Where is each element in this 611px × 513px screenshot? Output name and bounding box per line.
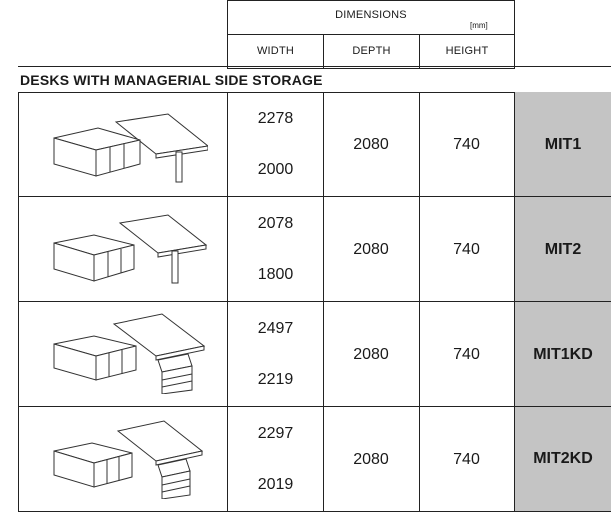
desk-with-storage-and-drawers-icon bbox=[48, 310, 208, 394]
column-header-width: WIDTH bbox=[227, 34, 324, 69]
desk-image-cell bbox=[18, 302, 228, 407]
table-row bbox=[18, 197, 611, 302]
model-code-cell: MIT2 bbox=[515, 197, 611, 302]
table-row bbox=[18, 407, 611, 512]
unit-label: [mm] bbox=[470, 21, 488, 30]
width-value-min: 2019 bbox=[257, 476, 294, 493]
height-cell: 740 bbox=[419, 407, 515, 512]
section-title: DESKS WITH MANAGERIAL SIDE STORAGE bbox=[20, 72, 323, 88]
height-cell: 740 bbox=[419, 302, 515, 407]
dimensions-label: DIMENSIONS bbox=[335, 9, 407, 21]
column-header-depth: DEPTH bbox=[323, 34, 420, 69]
height-cell: 740 bbox=[419, 197, 515, 302]
desk-with-side-storage-icon bbox=[48, 209, 208, 289]
model-code-cell: MIT2KD bbox=[515, 407, 611, 511]
depth-cell: 2080 bbox=[323, 302, 420, 407]
table-row bbox=[18, 302, 611, 407]
width-value-min: 1800 bbox=[257, 266, 294, 283]
model-code-cell: MIT1 bbox=[515, 92, 611, 197]
desk-image-cell bbox=[18, 197, 228, 302]
dimensions-header bbox=[227, 0, 515, 35]
width-value-max: 2297 bbox=[257, 425, 294, 442]
depth-cell: 2080 bbox=[323, 92, 420, 197]
width-value-min: 2219 bbox=[257, 371, 294, 388]
depth-cell: 2080 bbox=[323, 197, 420, 302]
model-code-cell: MIT1KD bbox=[515, 302, 611, 407]
width-value-max: 2078 bbox=[257, 215, 294, 232]
column-header-height: HEIGHT bbox=[419, 34, 515, 69]
table-row bbox=[18, 92, 611, 197]
width-cell bbox=[227, 197, 324, 302]
desk-image-cell bbox=[18, 407, 228, 512]
width-value-max: 2278 bbox=[257, 110, 294, 127]
header-rule bbox=[18, 66, 611, 67]
width-value-min: 2000 bbox=[257, 161, 294, 178]
width-value-max: 2497 bbox=[257, 320, 294, 337]
depth-cell: 2080 bbox=[323, 407, 420, 512]
width-cell bbox=[227, 407, 324, 512]
desk-with-side-storage-icon bbox=[48, 106, 208, 186]
desk-image-cell bbox=[18, 92, 228, 197]
width-cell bbox=[227, 302, 324, 407]
height-cell: 740 bbox=[419, 92, 515, 197]
width-cell bbox=[227, 92, 324, 197]
desk-with-storage-and-drawers-icon bbox=[48, 415, 208, 499]
